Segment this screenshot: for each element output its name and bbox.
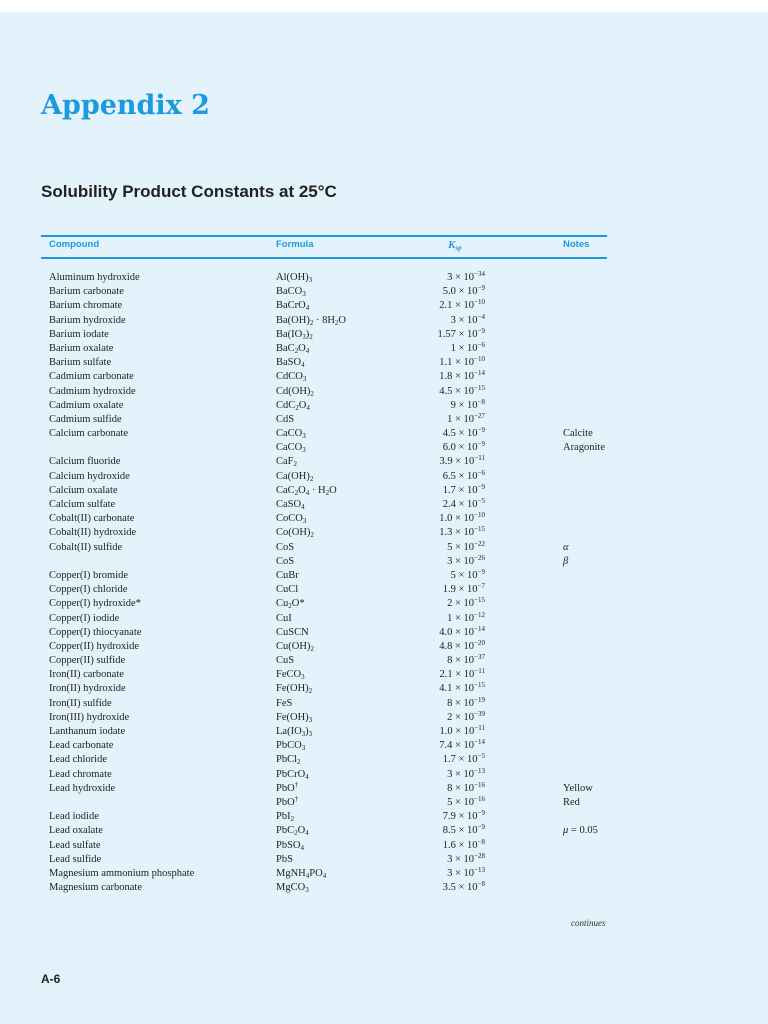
formula-cell: CaSO$_4$ xyxy=(276,499,305,511)
table-row xyxy=(0,768,768,782)
compound-cell: Iron(III) hydroxide xyxy=(49,711,130,723)
ksp-cell: $1.7 \times 10^{-5}$ xyxy=(442,752,485,766)
table-row xyxy=(0,399,768,413)
table-row xyxy=(0,314,768,328)
ksp-cell: $1.0 \times 10^{-10}$ xyxy=(439,511,485,525)
column-header-notes: Notes xyxy=(563,239,590,250)
table-row xyxy=(0,512,768,526)
formula-cell: $Fe(OH)_3$ xyxy=(276,711,313,724)
table-row xyxy=(0,711,768,725)
formula-cell: PbCrO$_4$ xyxy=(276,768,309,781)
table-top-rule xyxy=(41,235,607,237)
compound-cell: Copper(I) thiocyanate xyxy=(49,626,142,638)
ksp-cell: $5 \times 10^{-9}$ xyxy=(450,567,485,581)
table-row xyxy=(0,697,768,711)
table-row xyxy=(0,782,768,796)
formula-cell: FeCO$_3$ xyxy=(276,669,305,682)
ksp-cell: $9 \times 10^{-8}$ xyxy=(450,397,485,411)
table-row xyxy=(0,299,768,313)
section-title: Solubility Product Constants at 25°C xyxy=(41,182,337,201)
compound-cell: Lead carbonate xyxy=(49,740,114,752)
ksp-cell: $3 \times 10^{-13}$ xyxy=(447,865,485,879)
formula-cell: CoS xyxy=(276,541,295,553)
compound-cell: Magnesium ammonium phosphate xyxy=(49,867,195,879)
table-row xyxy=(0,853,768,867)
table-row xyxy=(0,682,768,696)
table-row xyxy=(0,271,768,285)
table-row xyxy=(0,526,768,540)
table-body xyxy=(0,271,768,895)
notes-cell: μ = 0.05 xyxy=(563,825,598,837)
ksp-header-subscript: sp xyxy=(455,244,462,252)
compound-cell: Aluminum hydroxide xyxy=(49,272,140,283)
page-number: A-6 xyxy=(41,972,61,986)
compound-cell: Cadmium carbonate xyxy=(49,371,134,383)
table-row xyxy=(0,328,768,342)
compound-cell: Lead sulfide xyxy=(49,853,102,865)
formula-cell: $CaC_2O_4 \cdot H_2O$ xyxy=(276,484,337,497)
compound-cell: Cobalt(II) sulfide xyxy=(49,541,123,553)
ksp-cell: $4.5 \times 10^{-9}$ xyxy=(442,426,485,440)
ksp-cell: $2.1 \times 10^{-10}$ xyxy=(439,298,485,312)
notes-cell: β xyxy=(563,555,569,567)
formula-cell: CoS xyxy=(276,555,295,567)
formula-cell: CoCO$_3$ xyxy=(276,513,307,526)
ksp-cell: $1.1 \times 10^{-10}$ xyxy=(439,355,485,369)
table-row xyxy=(0,583,768,597)
compound-cell: Lanthanum iodate xyxy=(49,726,126,737)
table-row xyxy=(0,810,768,824)
formula-cell: FeS xyxy=(276,697,293,709)
formula-cell: PbSO$_4$ xyxy=(276,839,305,852)
table-row xyxy=(0,881,768,895)
compound-cell: Cobalt(II) carbonate xyxy=(49,513,135,525)
compound-cell: Cadmium hydroxide xyxy=(49,385,136,397)
compound-cell: Copper(II) hydroxide xyxy=(49,640,140,652)
ksp-cell: $8 \times 10^{-19}$ xyxy=(447,695,485,709)
ksp-cell: $1.57 \times 10^{-9}$ xyxy=(437,326,485,340)
ksp-cell: $1.9 \times 10^{-7}$ xyxy=(442,582,485,596)
formula-cell: BaCrO$_4$ xyxy=(276,300,310,313)
formula-cell: $CdC_2O_4$ xyxy=(276,399,310,412)
table-header-rule xyxy=(41,257,607,259)
formula-cell: $Cu_2O*$ xyxy=(276,598,305,611)
formula-cell: CuS xyxy=(276,655,295,667)
compound-cell: Copper(I) bromide xyxy=(49,569,129,581)
table-row xyxy=(0,640,768,654)
compound-cell: Barium sulfate xyxy=(49,357,112,369)
formula-cell: $Ca(OH)_2$ xyxy=(276,470,314,483)
compound-cell: Copper(I) hydroxide* xyxy=(49,598,141,610)
ksp-cell: $3 \times 10^{-34}$ xyxy=(447,270,485,283)
ksp-cell: $8.5 \times 10^{-9}$ xyxy=(442,823,485,837)
ksp-cell: $3 \times 10^{-13}$ xyxy=(447,766,485,780)
formula-cell: PbCO$_3$ xyxy=(276,740,306,753)
notes-cell: Aragonite xyxy=(563,442,605,454)
ksp-cell: $1.0 \times 10^{-11}$ xyxy=(439,724,485,737)
table-row xyxy=(0,455,768,469)
ksp-cell: $1.7 \times 10^{-9}$ xyxy=(442,482,485,496)
compound-cell: Calcium fluoride xyxy=(49,456,121,468)
formula-cell: CdS xyxy=(276,413,295,425)
formula-cell: CaCO$_3$ xyxy=(276,428,306,441)
table-row xyxy=(0,796,768,810)
formula-cell: PbS xyxy=(276,853,293,865)
formula-cell: CuBr xyxy=(276,569,299,581)
ksp-cell: $1 \times 10^{-6}$ xyxy=(450,340,485,354)
formula-cell: PbCl$_2$ xyxy=(276,754,301,767)
appendix-title: Appendix 2 xyxy=(41,90,210,121)
ksp-cell: $1.3 \times 10^{-15}$ xyxy=(439,525,485,539)
table-row xyxy=(0,739,768,753)
ksp-cell: $6.5 \times 10^{-6}$ xyxy=(442,468,485,482)
table-row xyxy=(0,753,768,767)
ksp-cell: $3 \times 10^{-28}$ xyxy=(447,851,485,865)
formula-cell: $Fe(OH)_2$ xyxy=(276,683,313,696)
compound-cell: Calcium oxalate xyxy=(49,484,118,496)
continues-note: continues xyxy=(571,918,606,928)
compound-cell: Cobalt(II) hydroxide xyxy=(49,527,137,539)
ksp-cell: $3 \times 10^{-4}$ xyxy=(450,312,485,326)
compound-cell: Calcium sulfate xyxy=(49,499,116,510)
column-header-ksp xyxy=(448,239,462,251)
compound-cell: Iron(II) hydroxide xyxy=(49,683,126,695)
notes-cell: Calcite xyxy=(563,428,593,440)
notes-cell: Red xyxy=(563,796,580,808)
table-row xyxy=(0,597,768,611)
ksp-cell: $1 \times 10^{-27}$ xyxy=(447,411,485,425)
formula-cell: $La(IO_3)_3$ xyxy=(276,726,313,738)
compound-cell: Iron(II) sulfide xyxy=(49,697,112,709)
table-row xyxy=(0,654,768,668)
table-row xyxy=(0,824,768,838)
notes-cell: α xyxy=(563,541,569,553)
table-row xyxy=(0,569,768,583)
formula-cell: $Ba(IO_3)_2$ xyxy=(276,328,313,341)
ksp-cell: $1 \times 10^{-12}$ xyxy=(447,610,485,624)
table-row xyxy=(0,867,768,881)
compound-cell: Cadmium sulfide xyxy=(49,413,122,425)
table-row xyxy=(0,839,768,853)
table-row xyxy=(0,668,768,682)
table-row xyxy=(0,541,768,555)
compound-cell: Calcium hydroxide xyxy=(49,470,130,482)
table-row xyxy=(0,555,768,569)
table-row xyxy=(0,342,768,356)
formula-cell: $BaC_2O_4$ xyxy=(276,342,310,355)
ksp-cell: $5 \times 10^{-16}$ xyxy=(447,794,485,808)
table-row xyxy=(0,484,768,498)
formula-cell: PbO† xyxy=(276,794,299,808)
formula-cell: $Cd(OH)_2$ xyxy=(276,385,314,398)
formula-cell: CdCO$_3$ xyxy=(276,371,307,384)
table-row xyxy=(0,441,768,455)
compound-cell: Cadmium oxalate xyxy=(49,399,124,411)
formula-cell: $Al(OH)_3$ xyxy=(276,272,313,284)
table-row xyxy=(0,356,768,370)
formula-cell: CuCl xyxy=(276,584,299,596)
formula-cell: CaF$_2$ xyxy=(276,456,298,469)
page xyxy=(0,12,768,1024)
formula-cell: $Cu(OH)_2$ xyxy=(276,640,314,653)
ksp-cell: $8 \times 10^{-16}$ xyxy=(447,780,485,794)
column-header-compound: Compound xyxy=(49,239,100,250)
ksp-cell: $1.6 \times 10^{-8}$ xyxy=(442,837,485,851)
ksp-cell: $4.5 \times 10^{-15}$ xyxy=(439,383,485,397)
formula-cell: CuSCN xyxy=(276,626,309,638)
ksp-cell: $4.1 \times 10^{-15}$ xyxy=(439,681,485,695)
ksp-cell: $8 \times 10^{-37}$ xyxy=(447,653,485,667)
ksp-cell: $1.8 \times 10^{-14}$ xyxy=(439,369,485,383)
formula-cell: $Ba(OH)_2 \cdot 8H_2O$ xyxy=(276,314,347,327)
notes-cell: Yellow xyxy=(563,782,593,794)
ksp-cell: $4.0 \times 10^{-14}$ xyxy=(439,624,485,638)
compound-cell: Barium hydroxide xyxy=(49,314,126,326)
ksp-cell: $5.0 \times 10^{-9}$ xyxy=(442,284,485,298)
compound-cell: Barium chromate xyxy=(49,300,123,312)
formula-cell: BaSO$_4$ xyxy=(276,357,305,370)
formula-cell: $Co(OH)_2$ xyxy=(276,527,314,540)
compound-cell: Calcium carbonate xyxy=(49,428,129,440)
ksp-cell: $3.9 \times 10^{-11}$ xyxy=(439,454,485,468)
compound-cell: Barium carbonate xyxy=(49,286,124,298)
table-row xyxy=(0,285,768,299)
compound-cell: Lead sulfate xyxy=(49,839,101,851)
ksp-cell: $7.9 \times 10^{-9}$ xyxy=(442,809,485,823)
compound-cell: Barium oxalate xyxy=(49,342,114,354)
table-row xyxy=(0,725,768,739)
table-row xyxy=(0,470,768,484)
compound-cell: Lead chromate xyxy=(49,768,112,780)
compound-cell: Lead iodide xyxy=(49,811,99,823)
ksp-cell: $4.8 \times 10^{-20}$ xyxy=(439,638,485,652)
ksp-cell: $2.1 \times 10^{-11}$ xyxy=(439,667,485,681)
ksp-cell: $2.4 \times 10^{-5}$ xyxy=(442,497,485,510)
formula-cell: PbI$_2$ xyxy=(276,811,295,824)
compound-cell: Lead oxalate xyxy=(49,825,103,837)
formula-cell: MgCO$_3$ xyxy=(276,882,309,895)
formula-cell: BaCO$_3$ xyxy=(276,286,306,299)
ksp-cell: $3 \times 10^{-26}$ xyxy=(447,553,485,567)
table-row xyxy=(0,385,768,399)
ksp-cell: $6.0 \times 10^{-9}$ xyxy=(442,440,485,454)
ksp-header-main: K xyxy=(448,239,456,251)
table-row xyxy=(0,413,768,427)
table-row xyxy=(0,498,768,512)
compound-cell: Copper(I) iodide xyxy=(49,612,120,624)
compound-cell: Magnesium carbonate xyxy=(49,882,143,894)
table-row xyxy=(0,626,768,640)
formula-cell: $MgNH_4PO_4$ xyxy=(276,867,327,880)
formula-cell: $PbC_2O_4$ xyxy=(276,825,309,838)
compound-cell: Copper(II) sulfide xyxy=(49,655,126,667)
table-row xyxy=(0,370,768,384)
table-row xyxy=(0,612,768,626)
ksp-cell: $5 \times 10^{-22}$ xyxy=(447,539,485,553)
compound-cell: Copper(I) chloride xyxy=(49,584,128,596)
ksp-cell: $2 \times 10^{-15}$ xyxy=(447,596,485,610)
formula-cell: PbO† xyxy=(276,780,299,794)
column-header-formula: Formula xyxy=(276,239,314,250)
formula-cell: CaCO$_3$ xyxy=(276,442,306,455)
compound-cell: Barium iodate xyxy=(49,328,109,340)
ksp-cell: $3.5 \times 10^{-8}$ xyxy=(442,880,485,894)
ksp-cell: $7.4 \times 10^{-14}$ xyxy=(439,738,485,752)
formula-cell: CuI xyxy=(276,612,292,624)
compound-cell: Lead hydroxide xyxy=(49,782,116,794)
ksp-cell: $2 \times 10^{-39}$ xyxy=(447,709,485,723)
compound-cell: Lead chloride xyxy=(49,754,108,766)
compound-cell: Iron(II) carbonate xyxy=(49,669,124,681)
table-row xyxy=(0,427,768,441)
